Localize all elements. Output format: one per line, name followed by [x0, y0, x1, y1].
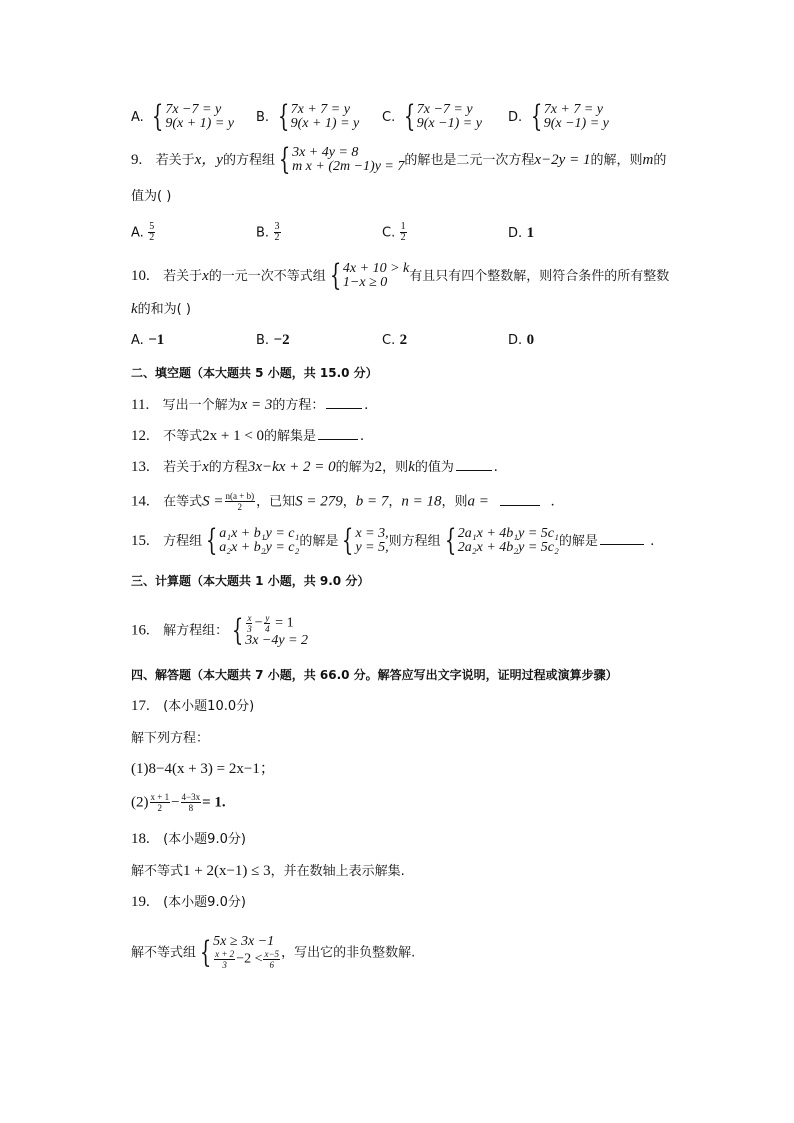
q9-option-c[interactable]: C. $\frac{1}{2}$ — [382, 221, 406, 243]
q9-option-d[interactable]: D. 1 — [508, 225, 535, 241]
question-17-header: 17. (本小题10.0分) — [131, 698, 255, 714]
q8-option-d[interactable]: D. { 7x + 7 = y 9(x −1) = y — [508, 99, 609, 134]
question-14: 14. 在等式S = $\frac{n(a + b)}{2}$ ，已知S = 279，b = 7，n = 18，则a = . — [131, 491, 555, 512]
question-18: 解不等式1 + 2(x−1) ≤ 3，并在数轴上表示解集. — [131, 863, 405, 879]
q10-option-a[interactable]: A. −1 — [131, 332, 165, 348]
question-9: 9. 若关于x，y的方程组 { 3x + 4y = 8 m x + (2m −1)y = 7 的解也是二元一次方程x−2y = 1的解，则m的 — [131, 142, 667, 177]
q10-option-c[interactable]: C. 2 — [382, 332, 408, 348]
question-9-line2: 值为( ) — [131, 189, 172, 204]
question-18-header: 18. (本小题9.0分) — [131, 831, 246, 847]
question-19: 解不等式组 { 5x ≥ 3x −1 $\frac{x + 2}{3}$ −2 < $\frac{x-5}{6}$ ，写出它的非负整数解. — [131, 934, 416, 970]
q9-option-b[interactable]: B. $\frac{3}{2}$ — [256, 221, 280, 243]
question-17-prompt: 解下列方程： — [131, 731, 210, 746]
section-3-heading: 三、计算题（本大题共 1 小题，共 9.0 分） — [131, 574, 370, 588]
section-2-heading: 二、填空题（本大题共 5 小题，共 15.0 分） — [131, 366, 378, 380]
question-15: 15. 方程组 { a₁x + b₁y = c₁ a₂x + b₂y = c₂ 的解是 { x = 3, y = 5, 则方程组 { 2a₁x + 4b₁y = 5c₁ 2a₂x + 4b₂y = 5c₂ 的解是 . — [131, 523, 655, 558]
q10-option-d[interactable]: D. 0 — [508, 332, 535, 348]
answer-blank[interactable] — [318, 438, 358, 440]
question-17-part2: (2) $\frac{x + 1}{2}$ − $\frac{4-3x}{8}$ = 1. — [131, 792, 226, 813]
question-17-part1: (1)8−4(x + 3) = 2x−1； — [131, 761, 275, 777]
question-11: 11. 写出一个解为x = 3的方程： . — [131, 397, 369, 413]
answer-blank[interactable] — [456, 469, 492, 471]
section-4-heading: 四、解答题（本大题共 7 小题，共 66.0 分。解答应写出文字说明，证明过程或演算步骤） — [131, 668, 618, 682]
q9-option-a[interactable]: A. $\frac{5}{2}$ — [131, 221, 155, 243]
q8-option-a[interactable]: A. { 7x −7 = y 9(x + 1) = y — [131, 99, 234, 134]
question-10-line2: k的和为( ) — [131, 301, 191, 317]
question-10: 10. 若关于x的一元一次不等式组 { 4x + 10 > k 1−x ≥ 0 有且只有四个整数解，则符合条件的所有整数 — [131, 258, 670, 293]
q8-option-c[interactable]: C. { 7x −7 = y 9(x −1) = y — [382, 99, 482, 134]
question-13: 13. 若关于x的方程3x−kx + 2 = 0的解为2，则k的值为 . — [131, 459, 498, 475]
answer-blank[interactable] — [326, 407, 362, 409]
question-19-header: 19. (本小题9.0分) — [131, 894, 246, 910]
answer-blank[interactable] — [500, 504, 540, 506]
question-16: 16. 解方程组： { $\frac{x}{3}$ − $\frac{y}{4}$ = 1 3x −4y = 2 — [131, 612, 309, 648]
question-12: 12. 不等式2x + 1 < 0的解集是 . — [131, 428, 364, 444]
q10-option-b[interactable]: B. −2 — [256, 332, 290, 348]
answer-blank[interactable] — [600, 543, 644, 545]
q8-option-b[interactable]: B. { 7x + 7 = y 9(x + 1) = y — [256, 99, 360, 134]
